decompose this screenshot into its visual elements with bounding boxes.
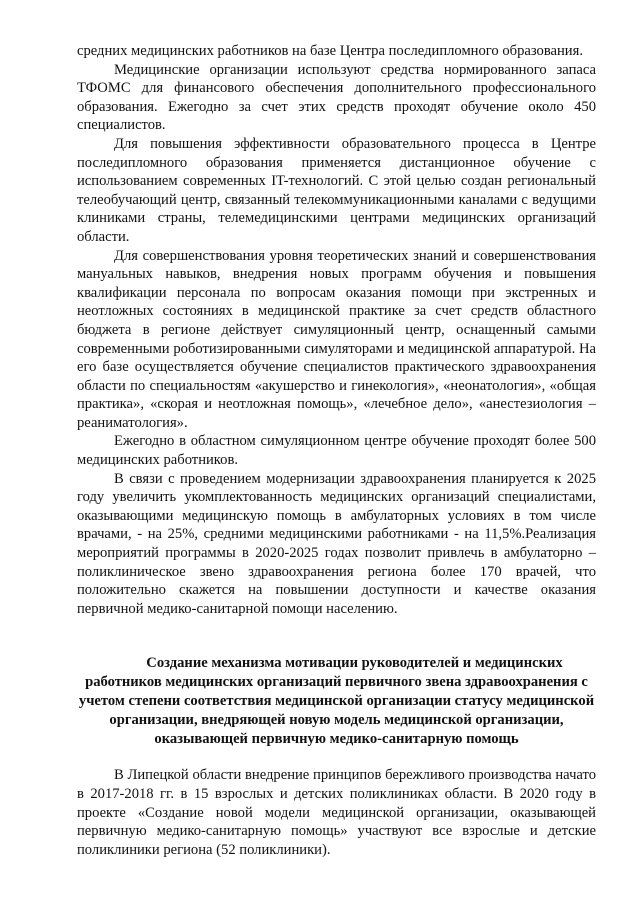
paragraph-3: Для повышения эффективности образовательного процесса в Центре последипломного образования применяется дистанционное обучение с использованием современных IT-технологий. С этой целью создан региональный телеобучающий центр, связанный телекоммуникационными каналами с ведущими клиниками страны, телемедицинскими центрами медицинских организаций области.	[77, 135, 596, 245]
section-heading-line-1: Создание механизма мотивации руководителей и медицинских	[146, 655, 563, 672]
paragraph-1: средних медицинских работников на базе Центра последипломного образования.	[77, 43, 583, 59]
paragraph-6: В связи с проведением модернизации здравоохранения планируется к 2025 году увеличить укомплектованность медицинских организаций специалистами, оказывающими медицинскую помощь в амбулаторных условиях в том числе врачами, - на 25%, средними медицинскими работниками - на 11,5%.Реализация мероприятий программы в 2020-2025 годах позволит привлечь в амбулаторно – поликлиническое звено здравоохранения региона более 170 врачей, что положительно скажется на повышении доступности и качестве оказания первичной медико-санитарной помощи населению.	[77, 470, 596, 617]
spacer	[77, 636, 596, 654]
spacer	[77, 748, 596, 766]
paragraph-7: В Липецкой области внедрение принципов бережливого производства начато в 2017-2018 гг. в 15 взрослых и детских поликлиниках области. В 2020 году в проекте «Создание новой модели медицинской организации, оказывающей первичную медико-санитарную помощь» участвуют все взрослые и детские поликлиники региона (52 поликлиники).	[77, 767, 596, 858]
document-page	[77, 42, 596, 859]
paragraph-4: Для совершенствования уровня теоретических знаний и совершенствования мануальных навыков, внедрения новых программ обучения и повышения квалификации персонала по вопросам оказания помощи при экстренных и неотложных состояниях в медицинской практике за счет средств областного бюджета в регионе действует симуляционный центр, оснащенный самыми современными роботизированными симуляторами и медицинской аппаратурой. На его базе осуществляется обучение специалистов практического здравоохранения области по специальностям «акушерство и гинекология», «неонатология», «общая практика», «скорая и неотложная помощь», «лечебное дело», «анестезиология – реаниматология».	[77, 247, 596, 431]
paragraph-2: Медицинские организации используют средства нормированного запаса ТФОМС для финансового обеспечения дополнительного профессионального образования. Ежегодно за счет этих средств проходят обучение около 450 специалистов.	[77, 61, 596, 134]
section-heading-rest: работников медицинских организаций первичного звена здравоохранения с учетом степени соответствия медицинской организации статусу медицинской организации, внедряющей новую модель медицинской организации, оказывающей первичную медико-санитарную помощь	[78, 674, 595, 747]
spacer	[77, 618, 596, 636]
section-heading	[77, 654, 596, 748]
paragraph-5: Ежегодно в областном симуляционном центре обучение проходят более 500 медицинских работников.	[77, 433, 596, 469]
